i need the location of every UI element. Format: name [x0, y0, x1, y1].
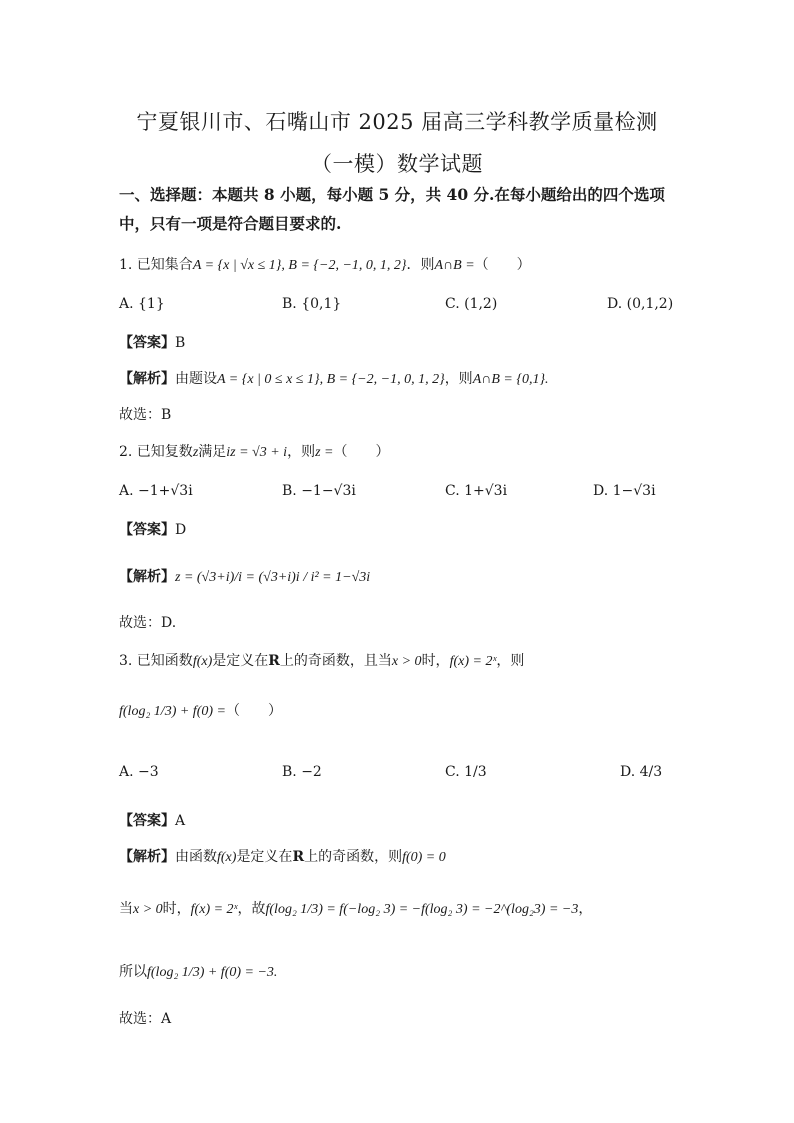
q2-option-d: D. 1−√3i [593, 483, 656, 499]
document-title: 宁夏银川市、石嘴山市 2025 届高三学科教学质量检测 [136, 110, 658, 134]
question-3-stem-line2: f(log₂ 1/3) + f(0) =（ ） [119, 703, 282, 719]
q2-conclusion: 故选：D. [119, 615, 177, 631]
section-heading: 一、选择题：本题共 8 小题，每小题 5 分，共 40 分.在每小题给出的四个选项中，只有一项是符合题目要求的. [119, 185, 665, 233]
document-subtitle: （一模）数学试题 [311, 152, 483, 176]
q1-option-a: A. {1} [119, 296, 165, 312]
q1-conclusion: 故选：B [119, 407, 172, 423]
q1-analysis: 【解析】由题设A = {x | 0 ≤ x ≤ 1}, B = {−2, −1, 0, 1, 2}，则A∩B = {0,1}. [119, 371, 549, 387]
q3-option-a: A. −3 [119, 764, 159, 780]
q3-conclusion: 故选：A [119, 1011, 172, 1027]
q2-analysis: 【解析】z = (√3+i)/i = (√3+i)i / i² = 1−√3i [119, 569, 371, 585]
q3-answer: 【答案】A [119, 813, 186, 829]
q3-option-b: B. −2 [282, 764, 322, 780]
q3-analysis-line3: 所以f(log₂ 1/3) + f(0) = −3. [119, 964, 278, 980]
q1-option-b: B. {0,1} [282, 296, 342, 312]
question-2-stem: 2. 已知复数z满足iz = √3 + i，则z =（ ） [119, 444, 390, 460]
q1-option-c: C. (1,2) [445, 296, 498, 312]
q2-answer: 【答案】D [119, 522, 187, 538]
q3-option-c: C. 1/3 [445, 764, 487, 780]
q2-option-a: A. −1+√3i [119, 483, 193, 499]
q2-option-b: B. −1−√3i [282, 483, 356, 499]
q3-analysis-line2: 当x > 0时，f(x) = 2ˣ，故f(log₂ 1/3) = f(−log₂ 3) = −f(log₂ 3) = −2^(log₂3) = −3， [119, 901, 593, 917]
q3-analysis: 【解析】由函数f(x)是定义在R上的奇函数，则f(0) = 0 [119, 849, 446, 865]
question-1-stem: 1. 已知集合A = {x | √x ≤ 1}, B = {−2, −1, 0, 1, 2}．则A∩B =（ ） [119, 257, 531, 273]
q2-option-c: C. 1+√3i [445, 483, 508, 499]
q1-option-d: D. (0,1,2) [607, 296, 674, 312]
question-3-stem: 3. 已知函数f(x)是定义在R上的奇函数，且当x > 0时，f(x) = 2ˣ，则 [119, 653, 525, 669]
q3-option-d: D. 4/3 [620, 764, 663, 780]
q1-answer: 【答案】B [119, 335, 186, 351]
